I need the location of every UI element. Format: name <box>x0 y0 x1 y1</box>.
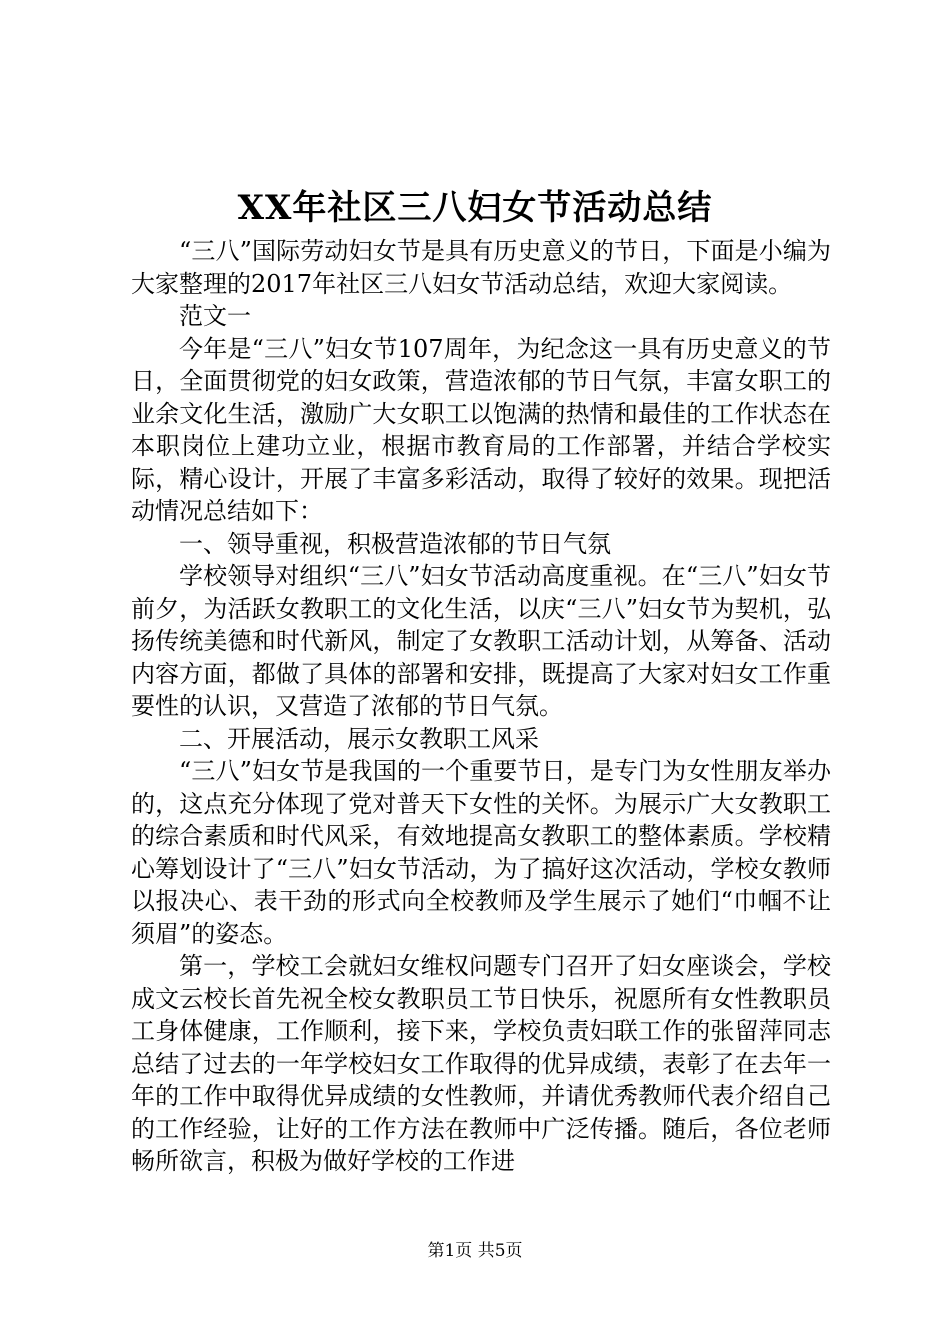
paragraph-section-1: 学校领导对组织“三八”妇女节活动高度重视。在“三八”妇女节前夕，为活跃女教职工的文化生活，以庆“三八”妇女节为契机，弘扬传统美德和时代新风，制定了女教职工活动计划，从筹备、活动内容方面，都做了具体的部署和安排，既提高了大家对妇女工作重要性的认识，又营造了浓郁的节日气氛。 <box>131 562 831 720</box>
paragraph-section-2: “三八”妇女节是我国的一个重要节日，是专门为女性朋友举办的，这点充分体现了党对普天下女性的关怀。为展示广大女教职工的综合素质和时代风采，有效地提高女教职工的整体素质。学校精心筹划设计了“三八”妇女节活动，为了搞好这次活动，学校女教师以报决心、表干劲的形式向全校教师及学生展示了她们“巾帼不让须眉”的姿态。 <box>131 757 831 948</box>
paragraph-sample-label: 范文一 <box>179 302 251 330</box>
paragraph-intro: “三八”国际劳动妇女节是具有历史意义的节日，下面是小编为大家整理的2017年社区三八妇女节活动总结，欢迎大家阅读。 <box>131 237 831 298</box>
document-body <box>131 235 831 1178</box>
paragraph-overview: 今年是“三八”妇女节107周年，为纪念这一具有历史意义的节日，全面贯彻党的妇女政策，营造浓郁的节日气氛，丰富女职工的业余文化生活，激励广大女职工以饱满的热情和最佳的工作状态在本职岗位上建功立业，根据市教育局的工作部署，并结合学校实际，精心设计，开展了丰富多彩活动，取得了较好的效果。现把活动情况总结如下： <box>131 334 831 525</box>
paragraph-first-activity: 第一，学校工会就妇女维权问题专门召开了妇女座谈会，学校成文云校长首先祝全校女教职员工节日快乐，祝愿所有女性教职员工身体健康，工作顺利，接下来，学校负责妇联工作的张留萍同志总结了过去的一年学校妇女工作取得的优异成绩，表彰了在去年一年的工作中取得优异成绩的女性教师，并请优秀教师代表介绍自己的工作经验，让好的工作方法在教师中广泛传播。随后，各位老师畅所欲言，积极为做好学校的工作进 <box>131 952 831 1175</box>
page-number-footer: 第1页 共5页 <box>427 1241 523 1261</box>
section-heading-1: 一、领导重视，积极营造浓郁的节日气氛 <box>179 529 611 558</box>
section-heading-2: 二、开展活动，展示女教职工风采 <box>179 724 539 753</box>
document-title: XX年社区三八妇女节活动总结 <box>237 188 713 228</box>
